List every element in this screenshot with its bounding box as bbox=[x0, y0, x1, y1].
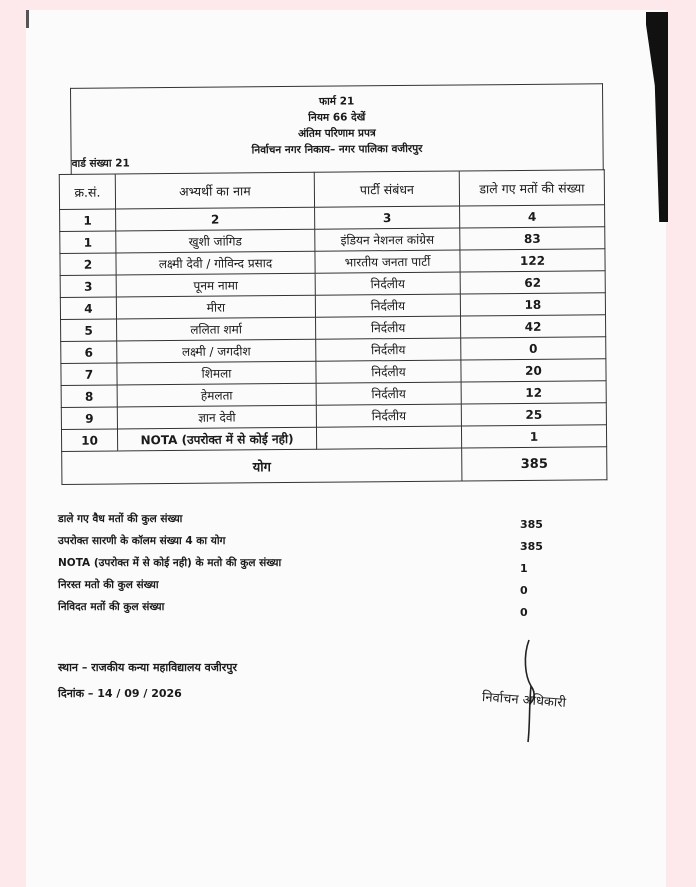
col-header-candidate: अभ्यर्थी का नाम bbox=[115, 172, 314, 209]
party-cell: इंडियन नेशनल कांग्रेस bbox=[315, 228, 460, 251]
form-header bbox=[70, 83, 604, 175]
party-cell: निर्दलीय bbox=[316, 360, 461, 383]
votes-cell: 12 bbox=[461, 381, 606, 404]
votes-cell: 20 bbox=[461, 359, 606, 382]
summary-label: उपरोक्त सारणी के कॉलम संख्या 4 का योग bbox=[58, 535, 226, 547]
party-cell: निर्दलीय bbox=[315, 272, 460, 295]
serial-cell: 9 bbox=[61, 407, 117, 429]
column-number: 4 bbox=[460, 205, 605, 228]
summary-label: निविदत मतों की कुल संख्या bbox=[58, 601, 165, 613]
votes-cell: 62 bbox=[460, 271, 605, 294]
serial-cell: 3 bbox=[60, 275, 116, 297]
party-cell: निर्दलीय bbox=[315, 294, 460, 317]
form-number: फार्म 21 bbox=[318, 95, 355, 108]
serial-cell: 10 bbox=[61, 429, 117, 451]
result-title: अंतिम परिणाम प्रपत्र bbox=[298, 127, 376, 140]
party-cell: निर्दलीय bbox=[316, 404, 461, 427]
ward-number: वार्ड संख्या 21 bbox=[71, 157, 130, 170]
result-form bbox=[58, 83, 607, 500]
votes-cell: 83 bbox=[460, 227, 605, 250]
summary-label: NOTA (उपरोक्त में से कोई नही) के मतो की कुल संख्या bbox=[58, 557, 282, 569]
summary-label: डाले गए वैध मतों की कुल संख्या bbox=[58, 513, 183, 525]
party-cell bbox=[316, 426, 461, 449]
votes-cell: 0 bbox=[461, 337, 606, 360]
vote-summary bbox=[58, 512, 558, 622]
total-value: 385 bbox=[462, 447, 607, 481]
column-number: 1 bbox=[60, 209, 116, 231]
serial-cell: 7 bbox=[61, 363, 117, 385]
summary-row bbox=[58, 512, 558, 534]
candidate-name-cell: शिमला bbox=[117, 361, 316, 385]
votes-cell: 25 bbox=[461, 403, 606, 426]
column-number: 3 bbox=[315, 206, 460, 229]
serial-cell: 5 bbox=[61, 319, 117, 341]
party-cell: निर्दलीय bbox=[316, 382, 461, 405]
candidate-name-cell: लक्ष्मी देवी / गोविन्द प्रसाद bbox=[116, 251, 315, 275]
candidate-name-cell: खुशी जांगिड bbox=[116, 229, 315, 253]
total-row bbox=[62, 447, 607, 485]
place: स्थान – राजकीय कन्या महाविद्यालय वजीरपुर bbox=[58, 661, 238, 674]
summary-row bbox=[58, 600, 558, 622]
candidate-name-cell: पूनम नामा bbox=[116, 273, 315, 297]
candidate-name-cell: लक्ष्मी / जगदीश bbox=[117, 339, 316, 363]
serial-cell: 8 bbox=[61, 385, 117, 407]
serial-cell: 2 bbox=[60, 253, 116, 275]
party-cell: निर्दलीय bbox=[316, 338, 461, 361]
serial-cell: 4 bbox=[60, 297, 116, 319]
col-header-party: पार्टी संबंधन bbox=[314, 171, 459, 207]
party-cell: निर्दलीय bbox=[316, 316, 461, 339]
party-cell: भारतीय जनता पार्टी bbox=[315, 250, 460, 273]
col-header-votes: डाले गए मतों की संख्या bbox=[459, 170, 604, 206]
officer-title: निर्वाचन अधिकारी bbox=[481, 690, 567, 711]
summary-row bbox=[58, 556, 558, 578]
col-header-serial: क्र.सं. bbox=[59, 174, 115, 209]
summary-row bbox=[58, 578, 558, 600]
candidate-name-cell: NOTA (उपरोक्त में से कोई नही) bbox=[117, 427, 316, 451]
candidate-name-cell: ललिता शर्मा bbox=[117, 317, 316, 341]
summary-label: निरस्त मतो की कुल संख्या bbox=[58, 579, 159, 591]
summary-value: 0 bbox=[520, 584, 528, 597]
summary-value: 385 bbox=[520, 540, 543, 553]
summary-value: 0 bbox=[520, 606, 528, 619]
rule-reference: नियम 66 देखें bbox=[308, 111, 366, 124]
votes-cell: 42 bbox=[461, 315, 606, 338]
date: दिनांक – 14 / 09 / 2026 bbox=[58, 687, 182, 700]
results-table bbox=[59, 169, 608, 485]
page-edge-mark bbox=[26, 10, 29, 28]
column-number: 2 bbox=[116, 207, 315, 231]
serial-cell: 6 bbox=[61, 341, 117, 363]
votes-cell: 1 bbox=[461, 425, 606, 448]
candidate-name-cell: ज्ञान देवी bbox=[117, 405, 316, 429]
serial-cell: 1 bbox=[60, 231, 116, 253]
summary-value: 1 bbox=[520, 562, 528, 575]
votes-cell: 122 bbox=[460, 249, 605, 272]
summary-row bbox=[58, 534, 558, 556]
total-label: योग bbox=[62, 448, 462, 484]
candidate-name-cell: मीरा bbox=[116, 295, 315, 319]
candidate-name-cell: हेमलता bbox=[117, 383, 316, 407]
votes-cell: 18 bbox=[460, 293, 605, 316]
election-name: निर्वाचन नगर निकाय– नगर पालिका वजीरपुर bbox=[251, 142, 423, 157]
table-header-row bbox=[59, 170, 604, 210]
summary-value: 385 bbox=[520, 518, 543, 531]
